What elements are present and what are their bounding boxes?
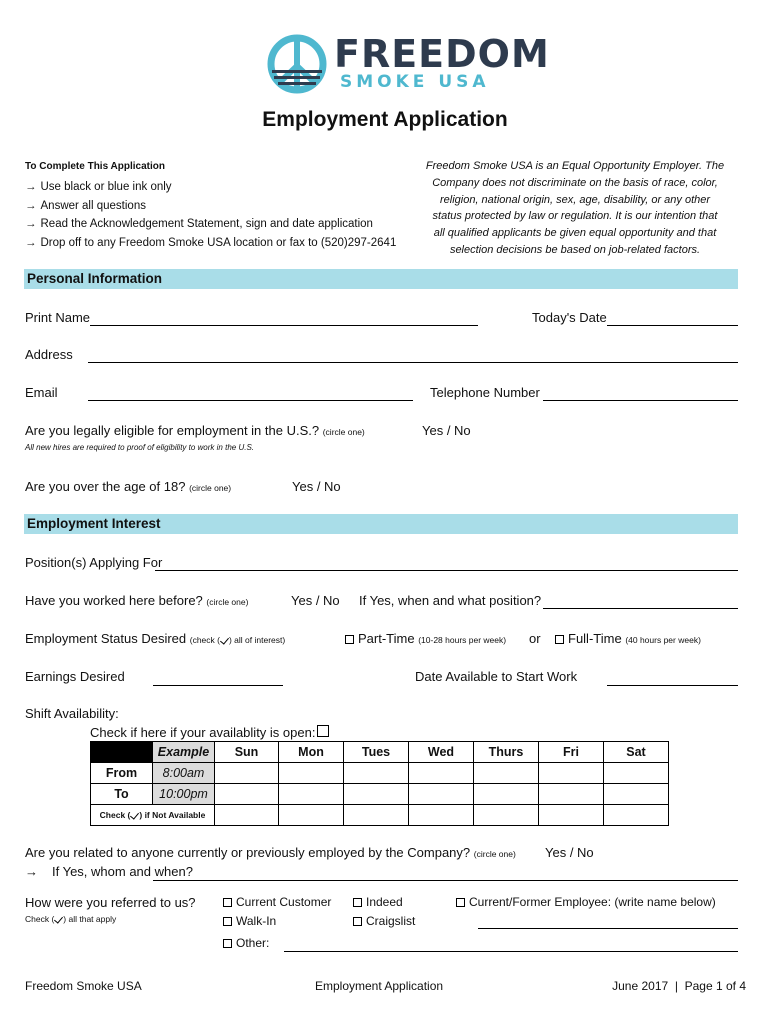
- section-employment-interest: Employment Interest: [24, 514, 738, 534]
- date-available-label: Date Available to Start Work: [415, 669, 578, 684]
- checkmark-icon: [54, 914, 63, 923]
- table-cell[interactable]: [539, 763, 604, 784]
- other-field[interactable]: [284, 951, 738, 952]
- shift-table: [90, 741, 669, 826]
- list-item: → Read the Acknowledgement Statement, sign and date application: [25, 215, 396, 234]
- email-field[interactable]: [88, 400, 413, 401]
- referral-question: How were you referred to us?: [25, 895, 196, 910]
- referral-other[interactable]: Other:: [223, 936, 269, 950]
- table-cell: Check ( ) if Not Available: [91, 805, 215, 826]
- arrow-right-icon: →: [25, 864, 38, 879]
- open-availability-checkbox[interactable]: [317, 725, 329, 737]
- instructions-list: [25, 178, 396, 252]
- page-title: Employment Application: [262, 108, 508, 131]
- table-cell[interactable]: [344, 784, 409, 805]
- table-cell: From: [91, 763, 153, 784]
- related-yes-no[interactable]: Yes / No: [545, 845, 594, 860]
- table-cell[interactable]: [409, 784, 474, 805]
- positions-label: Position(s) Applying For: [25, 555, 163, 570]
- table-cell[interactable]: [539, 805, 604, 826]
- table-cell[interactable]: [604, 784, 669, 805]
- telephone-label: Telephone Number: [430, 385, 540, 400]
- arrow-right-icon: →: [25, 236, 37, 249]
- footer-title: Employment Application: [315, 979, 444, 993]
- print-name-label: Print Name: [25, 310, 91, 325]
- table-header: Thurs: [474, 742, 539, 763]
- related-followup-field[interactable]: [153, 880, 738, 881]
- referral-current-former-employee[interactable]: Current/Former Employee: (write name below): [456, 895, 716, 909]
- employment-status-label: Employment Status Desired (check ( ) all of interest): [25, 631, 286, 646]
- current-customer-checkbox[interactable]: [223, 898, 232, 907]
- logo: [266, 32, 550, 94]
- todays-date-label: Today's Date: [532, 310, 607, 325]
- brand-top: FREEDOM: [334, 32, 550, 76]
- table-cell[interactable]: [474, 784, 539, 805]
- section-personal-info: Personal Information: [24, 269, 738, 289]
- full-time-checkbox[interactable]: [555, 635, 564, 644]
- age-question: Are you over the age of 18? (circle one): [25, 479, 232, 494]
- part-time-option[interactable]: Part-Time (10-28 hours per week): [345, 631, 506, 646]
- address-label: Address: [25, 347, 73, 362]
- table-row: [91, 742, 669, 763]
- footer-page-info: June 2017 | Page 1 of 4: [612, 979, 746, 993]
- table-cell[interactable]: [474, 805, 539, 826]
- or-label: or: [529, 631, 541, 646]
- telephone-field[interactable]: [543, 400, 738, 401]
- instructions-heading: To Complete This Application: [25, 161, 165, 172]
- eeo-statement: Freedom Smoke USA is an Equal Opportunity Employer. The Company does not discriminate on the basis of race, color, religion, national origin, sex, age, disability, or any other status protected by law or regulation. It is our intention that all qualified applicants be given equal opportunity and that selection decisions be based on job-related factors.: [425, 160, 725, 256]
- peace-sign-logo-icon: [266, 34, 328, 94]
- table-header: Wed: [409, 742, 474, 763]
- current-former-employee-checkbox[interactable]: [456, 898, 465, 907]
- checkmark-icon: [130, 810, 139, 819]
- table-header: Example: [153, 742, 215, 763]
- list-item: → Drop off to any Freedom Smoke USA location or fax to (520)297-2641: [25, 234, 396, 253]
- table-header: Fri: [539, 742, 604, 763]
- date-available-field[interactable]: [607, 685, 738, 686]
- email-label: Email: [25, 385, 58, 400]
- checkmark-icon: [220, 635, 229, 644]
- table-row: [91, 763, 669, 784]
- related-question: Are you related to anyone currently or previously employed by the Company? (circle one): [25, 845, 516, 860]
- referral-walk-in[interactable]: Walk-In: [223, 914, 276, 928]
- referral-current-customer[interactable]: Current Customer: [223, 895, 331, 909]
- referral-check-note: Check ( ) all that apply: [25, 914, 117, 924]
- shift-availability-label: Shift Availability:: [25, 706, 119, 721]
- referral-craigslist[interactable]: Craigslist: [353, 914, 415, 928]
- indeed-checkbox[interactable]: [353, 898, 362, 907]
- table-cell: To: [91, 784, 153, 805]
- table-cell[interactable]: [215, 805, 279, 826]
- age-yes-no[interactable]: Yes / No: [292, 479, 341, 494]
- when-what-field[interactable]: [543, 608, 738, 609]
- table-cell[interactable]: [604, 805, 669, 826]
- table-row: [91, 805, 669, 826]
- walk-in-checkbox[interactable]: [223, 917, 232, 926]
- earnings-field[interactable]: [153, 685, 283, 686]
- address-field[interactable]: [88, 362, 738, 363]
- table-cell[interactable]: [279, 784, 344, 805]
- table-header: Mon: [279, 742, 344, 763]
- table-cell[interactable]: [474, 763, 539, 784]
- table-cell: 10:00pm: [153, 784, 215, 805]
- eligibility-note: All new hires are required to proof of eligibility to work in the U.S.: [25, 443, 254, 452]
- table-cell[interactable]: [409, 763, 474, 784]
- table-cell: [91, 742, 153, 763]
- arrow-right-icon: →: [25, 218, 37, 230]
- arrow-right-icon: →: [25, 181, 37, 193]
- list-item: → Answer all questions: [25, 197, 396, 216]
- positions-field[interactable]: [155, 570, 738, 571]
- print-name-field[interactable]: [90, 325, 478, 326]
- table-cell[interactable]: [539, 784, 604, 805]
- table-cell[interactable]: [344, 763, 409, 784]
- eligibility-yes-no[interactable]: Yes / No: [422, 423, 471, 438]
- list-item: → Use black or blue ink only: [25, 178, 396, 197]
- referral-indeed[interactable]: Indeed: [353, 895, 403, 909]
- craigslist-checkbox[interactable]: [353, 917, 362, 926]
- earnings-label: Earnings Desired: [25, 669, 125, 684]
- table-cell[interactable]: [215, 784, 279, 805]
- open-availability-label: Check if here if your availablity is open:: [90, 725, 333, 740]
- part-time-checkbox[interactable]: [345, 635, 354, 644]
- worked-before-yes-no[interactable]: Yes / No: [291, 593, 340, 608]
- todays-date-field[interactable]: [607, 325, 738, 326]
- table-header: Sat: [604, 742, 669, 763]
- employee-name-field[interactable]: [478, 928, 738, 929]
- table-header: Tues: [344, 742, 409, 763]
- table-header: Sun: [215, 742, 279, 763]
- related-followup: → If Yes, whom and when?: [25, 864, 193, 879]
- other-checkbox[interactable]: [223, 939, 232, 948]
- worked-before-question: Have you worked here before? (circle one): [25, 593, 249, 608]
- when-what-label: If Yes, when and what position?: [359, 593, 542, 608]
- arrow-right-icon: →: [25, 199, 37, 212]
- eligibility-question: Are you legally eligible for employment in the U.S.? (circle one): [25, 423, 365, 438]
- footer-company: Freedom Smoke USA: [25, 979, 142, 993]
- table-cell[interactable]: [409, 805, 474, 826]
- table-cell[interactable]: [344, 805, 409, 826]
- table-cell[interactable]: [604, 763, 669, 784]
- table-cell[interactable]: [279, 763, 344, 784]
- table-cell[interactable]: [279, 805, 344, 826]
- brand-bottom: SMOKE USA: [340, 72, 490, 92]
- table-row: [91, 784, 669, 805]
- table-cell[interactable]: [215, 763, 279, 784]
- full-time-option[interactable]: Full-Time (40 hours per week): [555, 631, 701, 646]
- table-cell: 8:00am: [153, 763, 215, 784]
